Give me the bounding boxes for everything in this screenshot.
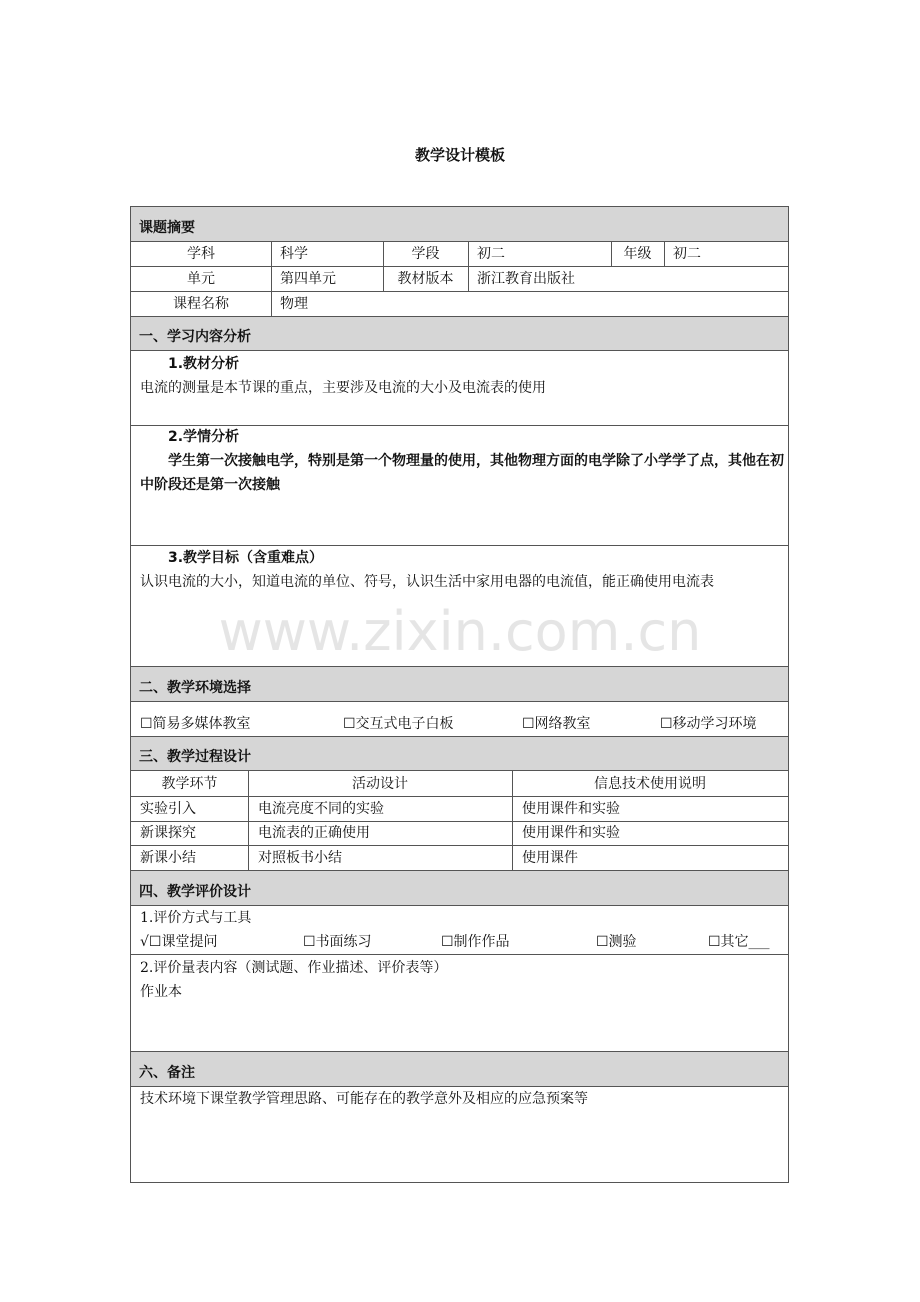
table-row-2-it: 使用课件和实验 <box>522 825 620 841</box>
course-label: 课程名称 <box>173 296 229 312</box>
eval-option-other[interactable]: ☐其它___ <box>708 934 770 950</box>
section-header-content-analysis: 一、学习内容分析 <box>131 317 788 351</box>
design-table <box>130 206 789 1183</box>
section-header-notes: 六、备注 <box>131 1052 788 1087</box>
section-header-summary: 课题摘要 <box>131 207 788 242</box>
process-header-it: 信息技术使用说明 <box>594 776 706 792</box>
watermark: www.zixin.com.cn <box>218 600 702 663</box>
evaluation-scale-text: 作业本 <box>140 984 182 1000</box>
learner-analysis-heading: 2.学情分析 <box>168 429 240 445</box>
teaching-goal-text: 认识电流的大小，知道电流的单位、符号，认识生活中家用电器的电流值，能正确使用电流表 <box>140 574 714 590</box>
divider <box>468 242 469 291</box>
grade-value: 初二 <box>673 246 701 262</box>
evaluation-scale-heading: 2.评价量表内容（测试题、作业描述、评价表等） <box>140 960 448 976</box>
env-option-whiteboard[interactable]: ☐交互式电子白板 <box>343 716 454 732</box>
stage-label: 学段 <box>411 246 440 262</box>
section-header-process: 三、教学过程设计 <box>131 737 788 771</box>
divider <box>131 845 788 846</box>
divider <box>271 242 272 316</box>
course-value: 物理 <box>280 296 308 312</box>
grade-label: 年级 <box>623 246 652 262</box>
unit-label: 单元 <box>187 271 215 287</box>
divider <box>131 821 788 822</box>
divider <box>131 954 788 955</box>
env-option-multimedia[interactable]: ☐简易多媒体教室 <box>140 716 251 732</box>
table-row-2-stage: 新课探究 <box>140 825 196 841</box>
table-row-1-stage: 实验引入 <box>140 801 196 817</box>
eval-option-questioning[interactable]: √☐课堂提问 <box>140 934 218 950</box>
edition-value: 浙江教育出版社 <box>477 271 575 287</box>
eval-option-written[interactable]: ☐书面练习 <box>303 934 372 950</box>
table-row-1-it: 使用课件和实验 <box>522 801 620 817</box>
material-analysis-heading: 1.教材分析 <box>168 356 240 372</box>
subject-value: 科学 <box>280 246 308 262</box>
edition-label: 教材版本 <box>397 271 454 287</box>
eval-option-work[interactable]: ☐制作作品 <box>441 934 510 950</box>
eval-option-test[interactable]: ☐测验 <box>596 934 637 950</box>
process-header-stage: 教学环节 <box>161 776 218 792</box>
stage-value: 初二 <box>477 246 505 262</box>
table-row-2-activity: 电流表的正确使用 <box>258 825 370 841</box>
learner-analysis-text: 学生第一次接触电学，特别是第一个物理量的使用，其他物理方面的电学除了小学学了点，其他在初中阶段还是第一次接触 <box>140 453 784 493</box>
section-header-evaluation: 四、教学评价设计 <box>131 871 788 906</box>
table-row-3-stage: 新课小结 <box>140 850 196 866</box>
section-header-environment: 二、教学环境选择 <box>131 667 788 702</box>
env-option-network[interactable]: ☐网络教室 <box>522 716 591 732</box>
process-header-activity: 活动设计 <box>352 776 408 792</box>
table-row-1-activity: 电流亮度不同的实验 <box>258 801 384 817</box>
notes-text: 技术环境下课堂教学管理思路、可能存在的教学意外及相应的应急预案等 <box>140 1091 588 1107</box>
divider <box>131 796 788 797</box>
material-analysis-text: 电流的测量是本节课的重点，主要涉及电流的大小及电流表的使用 <box>140 380 546 396</box>
table-row-3-activity: 对照板书小结 <box>258 850 342 866</box>
evaluation-method-heading: 1.评价方式与工具 <box>140 910 252 926</box>
env-option-mobile[interactable]: ☐移动学习环境 <box>660 716 757 732</box>
teaching-goal-heading: 3.教学目标（含重难点） <box>168 550 324 566</box>
unit-value: 第四单元 <box>280 271 336 287</box>
document-title: 教学设计模板 <box>414 146 505 164</box>
subject-label: 学科 <box>187 246 215 262</box>
divider <box>664 242 665 266</box>
table-row-3-it: 使用课件 <box>522 850 578 866</box>
